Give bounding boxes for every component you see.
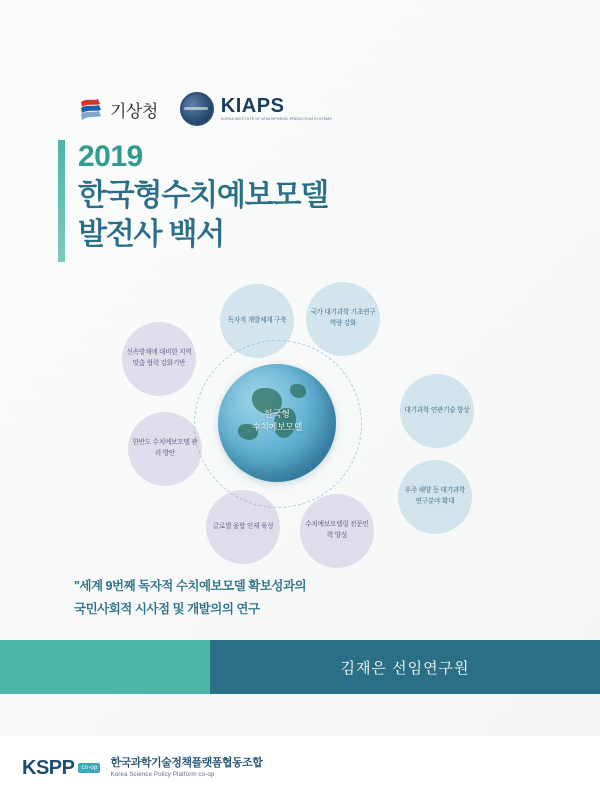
- diagram-node-4: [206, 490, 280, 564]
- diagram-node-7: [220, 284, 294, 358]
- cover-quote-line-2: 국민사회적 시사점 및 개발의의 연구: [74, 602, 260, 617]
- globe-center-line-2: 수치예보모델: [251, 422, 303, 433]
- diagram-node-7-label: 독자적 개발체계 구축: [227, 316, 287, 324]
- author-name: 김재은 선임연구원: [340, 659, 470, 677]
- diagram-node-3: [300, 494, 374, 568]
- title-line-2: 발전사 백서: [78, 217, 225, 251]
- diagram-node-6: [122, 322, 196, 396]
- title-line-1: 한국형수치예보모델: [78, 178, 329, 212]
- author-band-blue-block: [210, 640, 600, 694]
- diagram-node-5: [128, 412, 202, 486]
- concept-diagram: [110, 282, 500, 552]
- globe-graphic: [218, 364, 336, 482]
- title-year: 2019: [78, 140, 143, 173]
- author-band-teal-block: [0, 640, 210, 694]
- logo-row: [78, 92, 332, 126]
- diagram-node-0-label: 국가 대기과학 기초연구 역량 강화: [310, 309, 376, 327]
- diagram-node-4-label: 글로벌 융합 인재 육성: [212, 522, 274, 530]
- author-band: [0, 640, 600, 694]
- kspp-name-ko: 한국과학기술정책플랫폼협동조합: [110, 757, 263, 770]
- kspp-wordmark: KSPP: [22, 756, 75, 779]
- globe-center-line-1: 한국형: [264, 409, 290, 419]
- kiaps-subtitle: KOREA INSTITUTE OF ATMOSPHERIC PREDICTION SYSTEMS: [220, 117, 332, 122]
- diagram-node-6-label: 신속방재에 대비한 지역맞춤 협력 강화기반: [126, 349, 192, 367]
- kspp-logo: [22, 757, 100, 780]
- diagram-node-2: [398, 460, 472, 534]
- kma-logo-label: 기상청: [110, 101, 158, 121]
- title-accent-bar: [58, 140, 65, 262]
- diagram-node-2-label: 우주 해양 등 대기과학 연구분야 확대: [404, 487, 466, 505]
- kiaps-acronym: KIAPS: [220, 95, 285, 118]
- kiaps-globe-icon: [180, 92, 214, 126]
- globe-landmass: [290, 384, 306, 398]
- kma-logo: [78, 96, 158, 122]
- kiaps-logo: [180, 92, 332, 126]
- footer: [0, 736, 600, 800]
- diagram-node-0: [306, 282, 380, 356]
- diagram-node-5-label: 한반도 수치예보모델 관리 방안: [132, 439, 198, 457]
- diagram-node-3-label: 수치예보모델링 전문인력 양성: [305, 521, 369, 539]
- globe-center-label: [218, 408, 336, 434]
- cover-quote-line-1: "세계 9번째 독자적 수치예보모델 확보성과의: [74, 579, 307, 593]
- kspp-org-names: [110, 756, 262, 779]
- diagram-node-1-label: 대기과학 연관기술 향상: [404, 406, 470, 414]
- cover-quote: [74, 575, 514, 621]
- page-title: [78, 138, 328, 254]
- diagram-node-1: [400, 374, 474, 448]
- kiaps-wordmark: [221, 96, 332, 122]
- kma-taegeuk-icon: [78, 96, 104, 122]
- kspp-name-en: Korea Science Policy Platform co-op: [110, 771, 215, 779]
- kspp-coop-badge: co-op: [78, 763, 100, 773]
